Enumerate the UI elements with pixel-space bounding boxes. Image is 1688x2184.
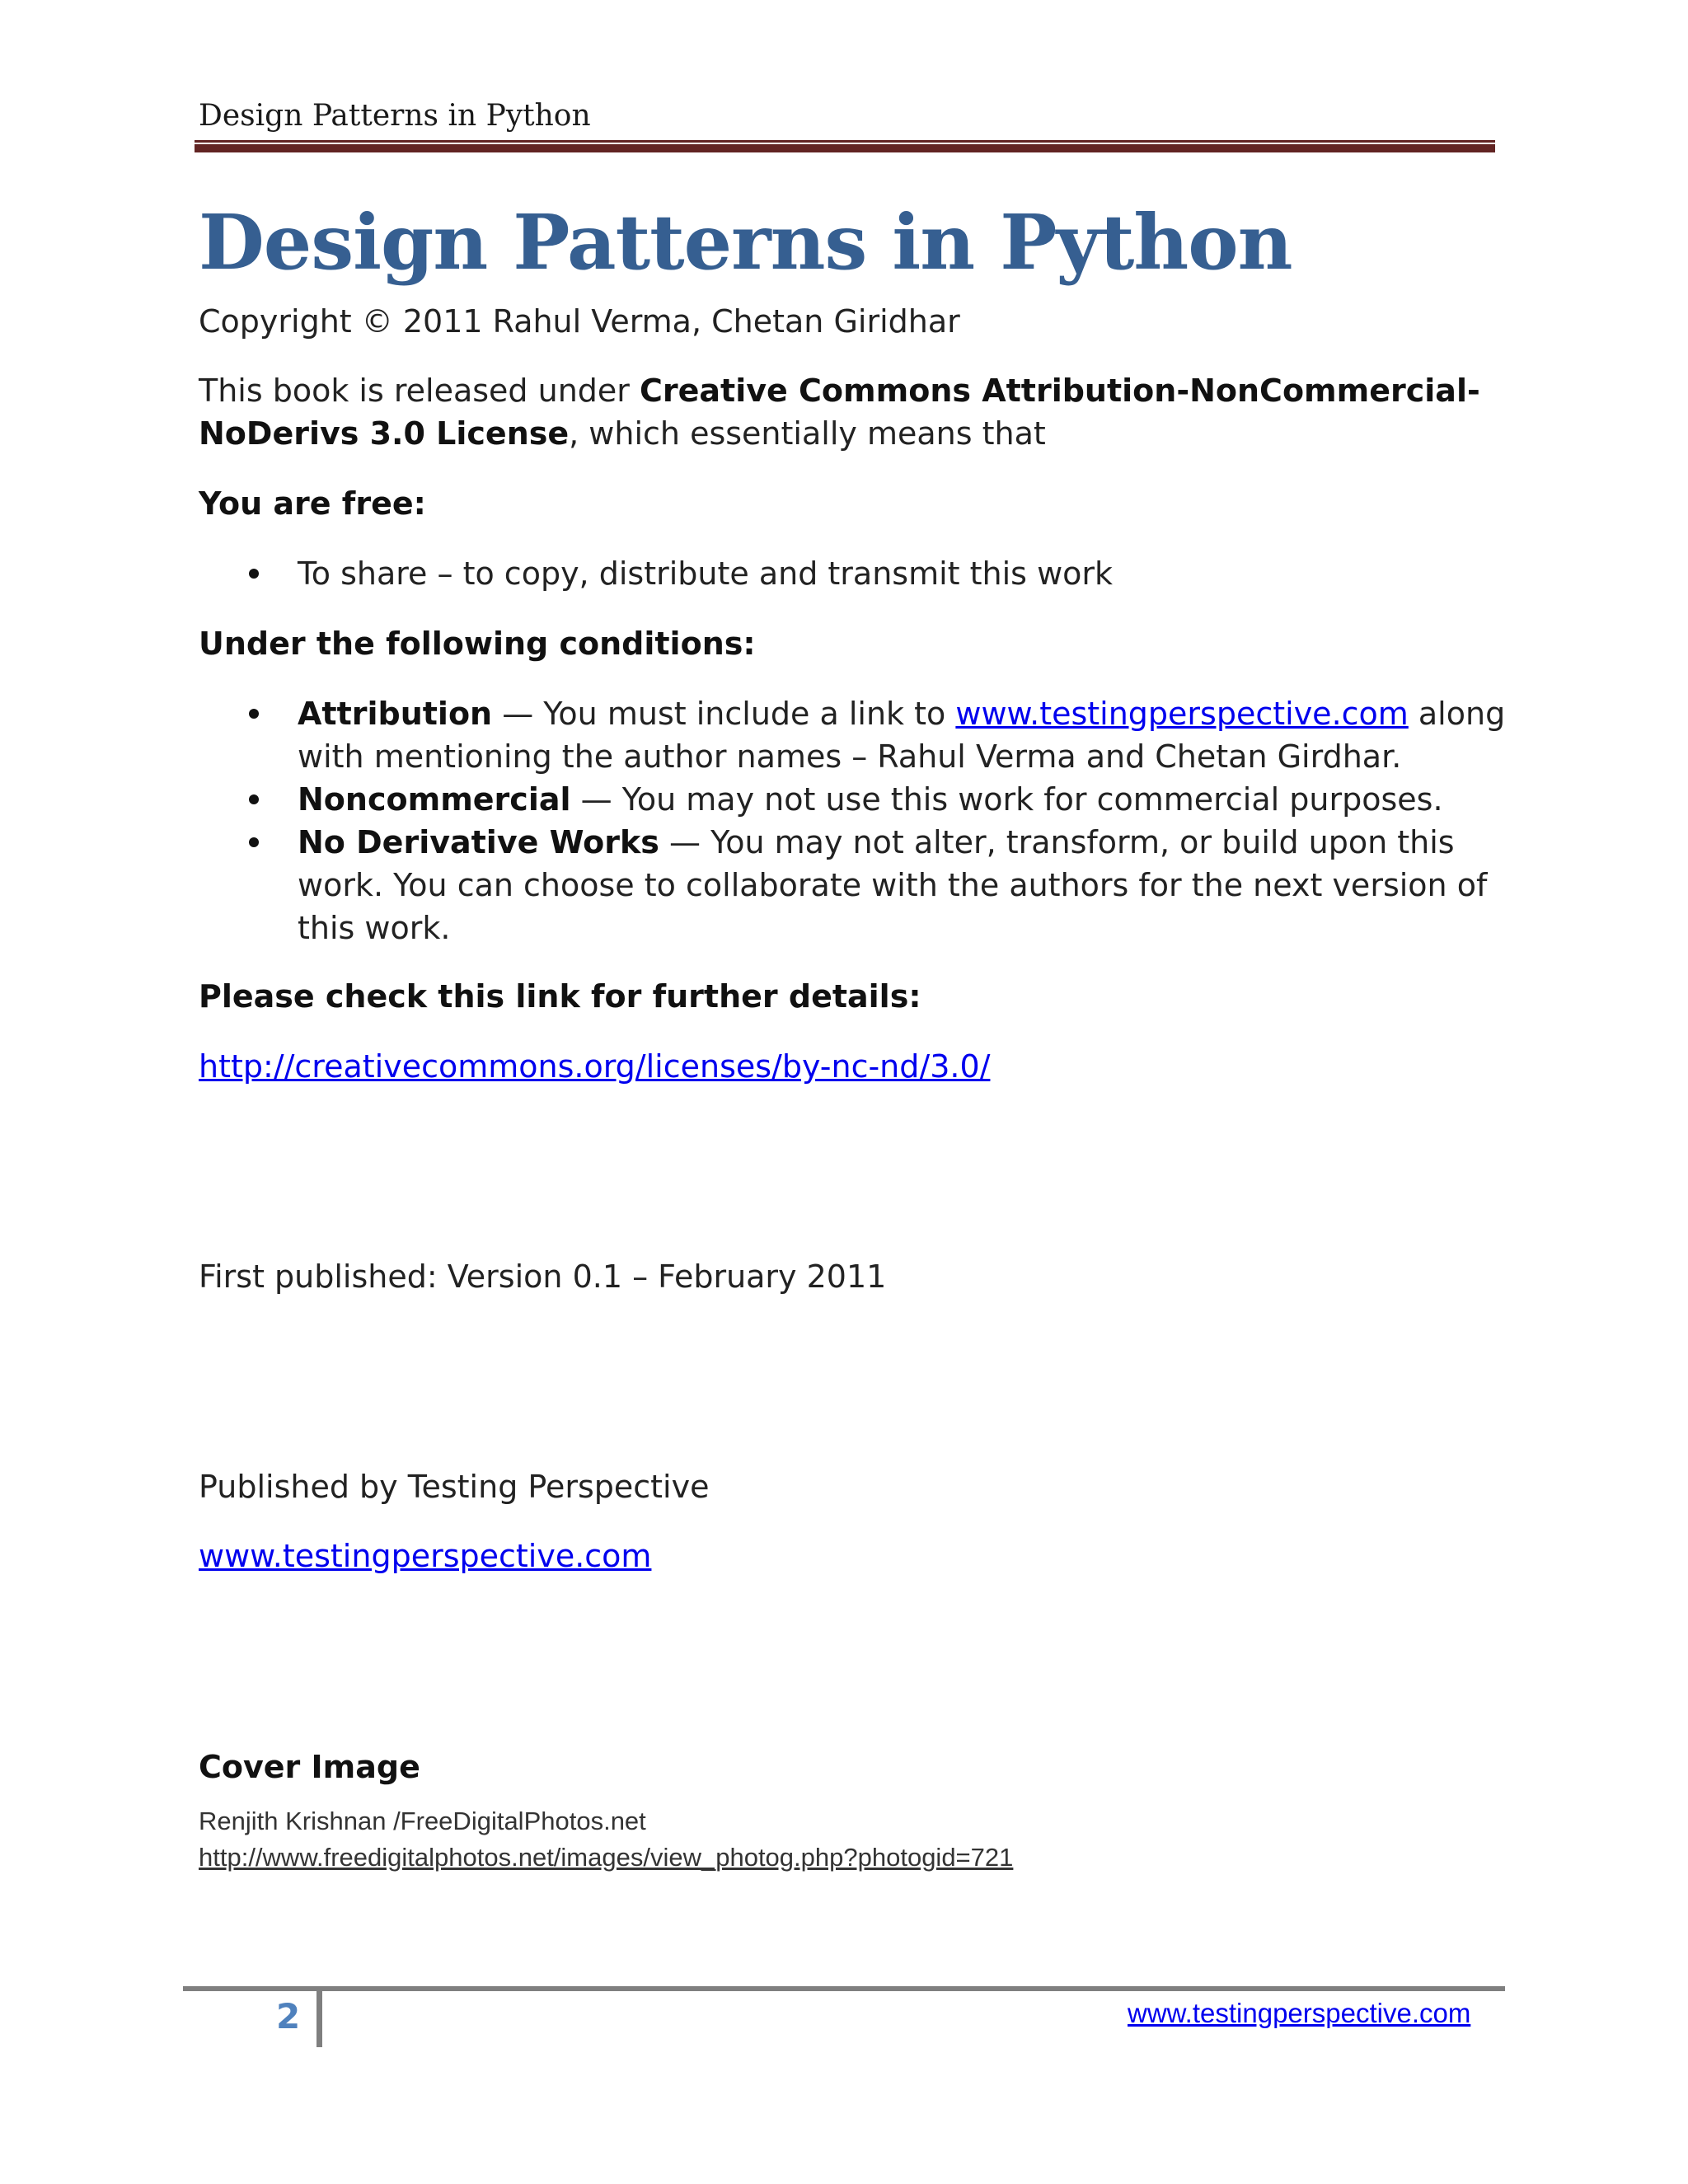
publisher-link[interactable]: www.testingperspective.com <box>199 1538 652 1574</box>
attribution-text: — You must include a link to <box>492 696 956 732</box>
free-heading: You are free: <box>199 485 426 522</box>
license-outro: , which essentially means that <box>569 415 1046 452</box>
cover-link[interactable]: http://www.freedigitalphotos.net/images/view_photog.php?photogid=721 <box>199 1843 1014 1872</box>
noderiv-line3: this work. <box>298 910 451 946</box>
license-name-line1: Creative Commons Attribution-NonCommercial- <box>640 373 1480 409</box>
noderiv-text: — You may not alter, transform, or build upon this <box>659 824 1455 860</box>
free-item-text: To share – to copy, distribute and transmit this work <box>298 555 1114 592</box>
footer-rule <box>183 1986 1505 1991</box>
publisher-text: Published by Testing Perspective <box>199 1469 710 1505</box>
bullet-icon <box>249 709 259 719</box>
details-link[interactable]: http://creativecommons.org/licenses/by-nc-nd/3.0/ <box>199 1048 991 1085</box>
license-intro: This book is released under <box>199 373 640 409</box>
license-paragraph <box>199 369 1480 455</box>
page-number: 2 <box>276 1996 301 2036</box>
first-published: First published: Version 0.1 – February 2011 <box>199 1258 887 1295</box>
header-rule-thick <box>195 144 1495 152</box>
attribution-label: Attribution <box>298 696 493 732</box>
attribution-link[interactable]: www.testingperspective.com <box>955 696 1409 732</box>
license-name-line2: NoDerivs 3.0 License <box>199 415 570 452</box>
bullet-icon <box>249 837 259 847</box>
footer-link[interactable]: www.testingperspective.com <box>1128 1998 1471 2028</box>
page-title: Design Patterns in Python <box>199 198 1292 287</box>
attribution-text-end: along <box>1408 696 1506 732</box>
cover-heading: Cover Image <box>199 1749 420 1785</box>
copyright-line: Copyright © 2011 Rahul Verma, Chetan Giridhar <box>199 303 960 340</box>
conditions-heading: Under the following conditions: <box>199 626 756 662</box>
noncommercial-text: — You may not use this work for commercial purposes. <box>570 781 1443 818</box>
noderiv-label: No Derivative Works <box>298 824 659 860</box>
noncommercial-label: Noncommercial <box>298 781 571 818</box>
details-heading: Please check this link for further details: <box>199 978 921 1015</box>
header-rule <box>195 140 1495 143</box>
noderiv-line2: work. You can choose to collaborate with the authors for the next version of <box>298 867 1488 903</box>
cover-credit: Renjith Krishnan /FreeDigitalPhotos.net <box>199 1807 646 1835</box>
bullet-icon <box>249 794 259 804</box>
bullet-icon <box>249 569 259 579</box>
attribution-line2: with mentioning the author names – Rahul Verma and Chetan Girdhar. <box>298 738 1402 775</box>
running-header: Design Patterns in Python <box>199 99 591 133</box>
footer-divider <box>316 1991 322 2047</box>
